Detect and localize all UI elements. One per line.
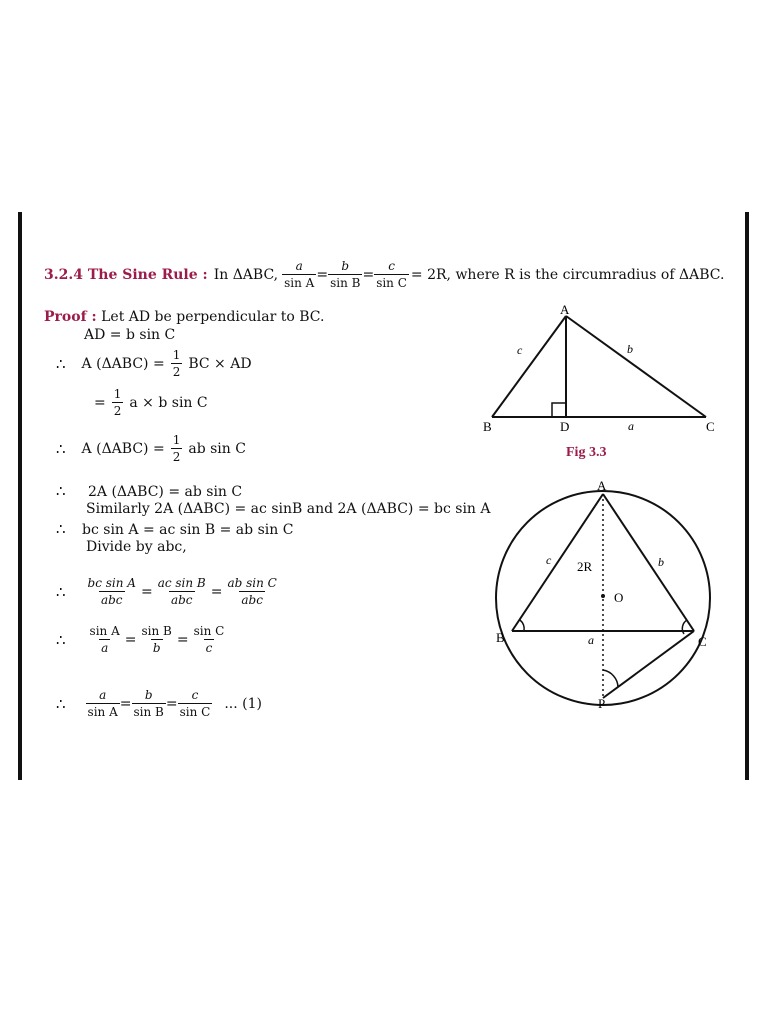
eq2-frac-2: $\frac{\text{sin B}}{b}$	[141, 624, 172, 655]
right-border-bar	[745, 212, 749, 780]
therefore-symbol: ∴	[56, 354, 66, 373]
line-divide: Divide by abc,	[86, 539, 187, 555]
eq1-frac-2: $\frac{\text{ac sin B}}{\text{abc}}$	[157, 576, 206, 607]
eq3-frac-3: $\frac{c}{\text{sin C}}$	[179, 688, 211, 719]
fig2-label-2R: 2R	[577, 559, 593, 574]
equals-sign: =	[124, 631, 137, 648]
area2-lhs: =	[94, 394, 106, 411]
heading-rest: = 2R, where R is the circumradius of ΔABC.	[410, 266, 725, 283]
one-half-fraction: $\frac{1}{2}$	[113, 387, 122, 418]
therefore-symbol: ∴	[56, 439, 66, 458]
fig2-label-a: a	[588, 633, 594, 647]
proof-line-1	[44, 309, 324, 325]
fig1-label-D: D	[560, 419, 570, 434]
fig1-label-a: a	[628, 419, 634, 433]
area-line-3	[56, 433, 246, 464]
fig2-label-B: B	[496, 630, 505, 645]
line-equal	[56, 520, 293, 538]
line-2a	[56, 482, 242, 500]
right-angle-mark	[552, 403, 566, 417]
equals-sign: =	[165, 695, 178, 712]
equals-sign: =	[119, 695, 132, 712]
side-b-line	[603, 494, 694, 631]
line-equal-text: bc sin A = ac sin B = ab sin C	[82, 522, 294, 538]
equals-sign: =	[140, 583, 153, 600]
fig1-label-b: b	[627, 342, 633, 356]
chord-pc-line	[603, 631, 694, 698]
equals-sign: =	[316, 266, 329, 283]
heading-frac-b: $\frac{b}{\text{sin B}}$	[330, 259, 361, 290]
area-line-1	[56, 348, 252, 379]
fig2-label-P: P	[598, 696, 606, 711]
equation-3	[56, 688, 262, 719]
one-half-fraction: $\frac{1}{2}$	[172, 348, 181, 379]
area3-rhs: ab sin C	[188, 440, 246, 457]
eq3-frac-2: $\frac{b}{\text{sin B}}$	[133, 688, 164, 719]
equation-1	[56, 576, 279, 607]
eq2-frac-1: $\frac{\text{sin A}}{a}$	[89, 624, 120, 655]
equation-tag: ... (1)	[224, 695, 262, 712]
therefore-symbol: ∴	[56, 694, 66, 713]
heading-frac-a: $\frac{a}{\text{sin A}}$	[284, 259, 315, 290]
area1-rhs: BC × AD	[188, 355, 252, 372]
figure-circumcircle	[490, 474, 740, 714]
heading-in-triangle: In ΔABC,	[213, 266, 279, 283]
fig2-label-C: C	[698, 634, 707, 649]
side-c-line	[492, 316, 566, 417]
side-b-line	[566, 316, 706, 417]
therefore-symbol: ∴	[56, 482, 66, 500]
equals-sign: =	[210, 583, 223, 600]
area-line-2	[94, 387, 208, 418]
area1-lhs: A (ΔABC) =	[81, 355, 165, 372]
center-o-dot	[601, 594, 605, 598]
one-half-fraction: $\frac{1}{2}$	[172, 433, 181, 464]
area2-rhs: a × b sin C	[129, 394, 208, 411]
equals-sign: =	[362, 266, 375, 283]
equals-sign: =	[176, 631, 189, 648]
heading-frac-c: $\frac{c}{\text{sin C}}$	[376, 259, 407, 290]
sine-rule-heading	[44, 259, 724, 290]
right-angle-mark-p	[603, 670, 618, 687]
fig2-label-A: A	[597, 478, 607, 493]
fig1-label-C: C	[706, 419, 715, 434]
fig1-label-B: B	[483, 419, 492, 434]
fig2-label-b: b	[658, 555, 664, 569]
therefore-symbol: ∴	[56, 630, 66, 649]
proof-line1-text: Let AD be perpendicular to BC.	[101, 309, 325, 325]
figure-triangle-altitude	[470, 298, 730, 468]
section-title: 3.2.4 The Sine Rule :	[44, 266, 208, 283]
proof-label: Proof :	[44, 309, 97, 325]
eq1-frac-1: $\frac{\text{bc sin A}}{\text{abc}}$	[87, 576, 136, 607]
eq3-frac-1: $\frac{a}{\text{sin A}}$	[87, 688, 118, 719]
equation-2	[56, 624, 226, 655]
angle-mark-b	[520, 620, 524, 631]
proof-line-2: AD = b sin C	[84, 327, 176, 343]
line-2a-text: 2A (ΔABC) = ab sin C	[88, 484, 243, 500]
eq1-frac-3: $\frac{\text{ab sin C}}{\text{abc}}$	[227, 576, 277, 607]
area3-lhs: A (ΔABC) =	[81, 440, 165, 457]
line-similarly: Similarly 2A (ΔABC) = ac sinB and 2A (ΔABC) = bc sin A	[86, 501, 491, 517]
therefore-symbol: ∴	[56, 520, 66, 538]
fig1-label-c: c	[517, 343, 523, 357]
fig1-label-A: A	[560, 302, 570, 317]
therefore-symbol: ∴	[56, 582, 66, 601]
fig2-label-c: c	[546, 553, 552, 567]
figure-caption: Fig 3.3	[566, 445, 607, 460]
fig2-label-O: O	[614, 590, 624, 605]
eq2-frac-3: $\frac{\text{sin C}}{c}$	[193, 624, 225, 655]
left-border-bar	[18, 212, 22, 780]
